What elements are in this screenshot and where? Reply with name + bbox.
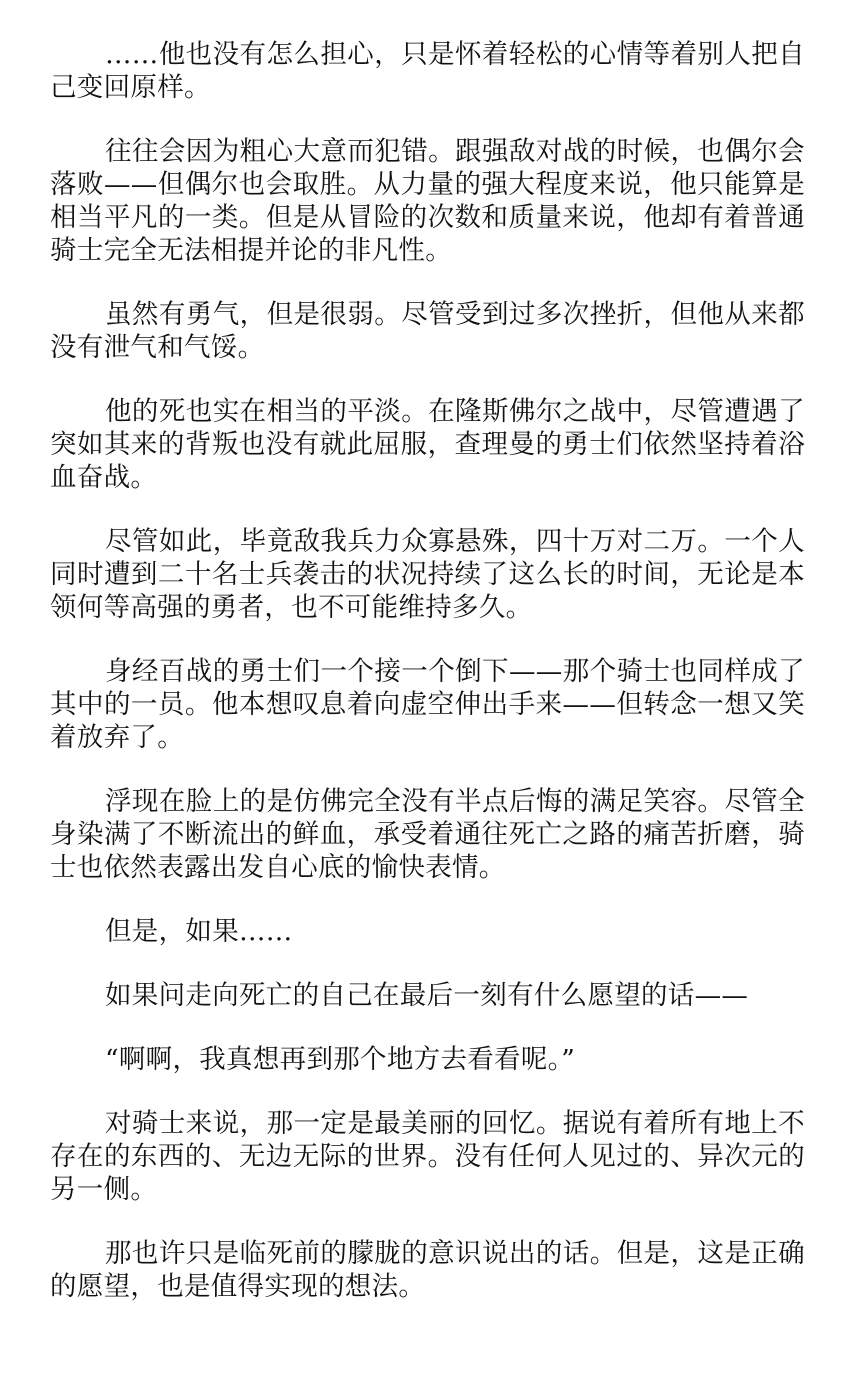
paragraph-3: 虽然有勇气，但是很弱。尽管受到过多次挫折，但他从来都没有泄气和气馁。 [50,299,805,363]
paragraph-1: ……他也没有怎么担心，只是怀着轻松的心情等着别人把自己变回原样。 [50,39,805,103]
paragraph-10-quote: “啊啊，我真想再到那个地方去看看呢。” [105,1044,576,1075]
paragraph-6: 身经百战的勇士们一个接一个倒下——那个骑士也同样成了其中的一员。他本想叹息着向虚空伸出手来——但转念一想又笑着放弃了。 [50,656,805,753]
paragraph-5: 尽管如此，毕竟敌我兵力众寡悬殊，四十万对二万。一个人同时遭到二十名士兵袭击的状况持续了这么长的时间，无论是本领何等高强的勇者，也不可能维持多久。 [50,526,805,623]
document-page [50,38,805,1303]
paragraph-9: 如果问走向死亡的自己在最后一刻有什么愿望的话—— [105,980,749,1011]
paragraph-7: 浮现在脸上的是仿佛完全没有半点后悔的满足笑容。尽管全身染满了不断流出的鲜血，承受着通往死亡之路的痛苦折磨，骑士也依然表露出发自心底的愉快表情。 [50,786,805,883]
paragraph-11: 对骑士来说，那一定是最美丽的回忆。据说有着所有地上不存在的东西的、无边无际的世界。没有任何人见过的、异次元的另一侧。 [50,1108,805,1205]
paragraph-4: 他的死也实在相当的平淡。在隆斯佛尔之战中，尽管遭遇了突如其来的背叛也没有就此屈服，查理曼的勇士们依然坚持着浴血奋战。 [50,396,805,493]
paragraph-2: 往往会因为粗心大意而犯错。跟强敌对战的时候，也偶尔会落败——但偶尔也会取胜。从力量的强大程度来说，他只能算是相当平凡的一类。但是从冒险的次数和质量来说，他却有着普通骑士完全无法相提并论的非凡性。 [50,136,805,266]
paragraph-12: 那也许只是临死前的朦胧的意识说出的话。但是，这是正确的愿望，也是值得实现的想法。 [50,1238,805,1302]
paragraph-8: 但是，如果…… [105,916,293,947]
